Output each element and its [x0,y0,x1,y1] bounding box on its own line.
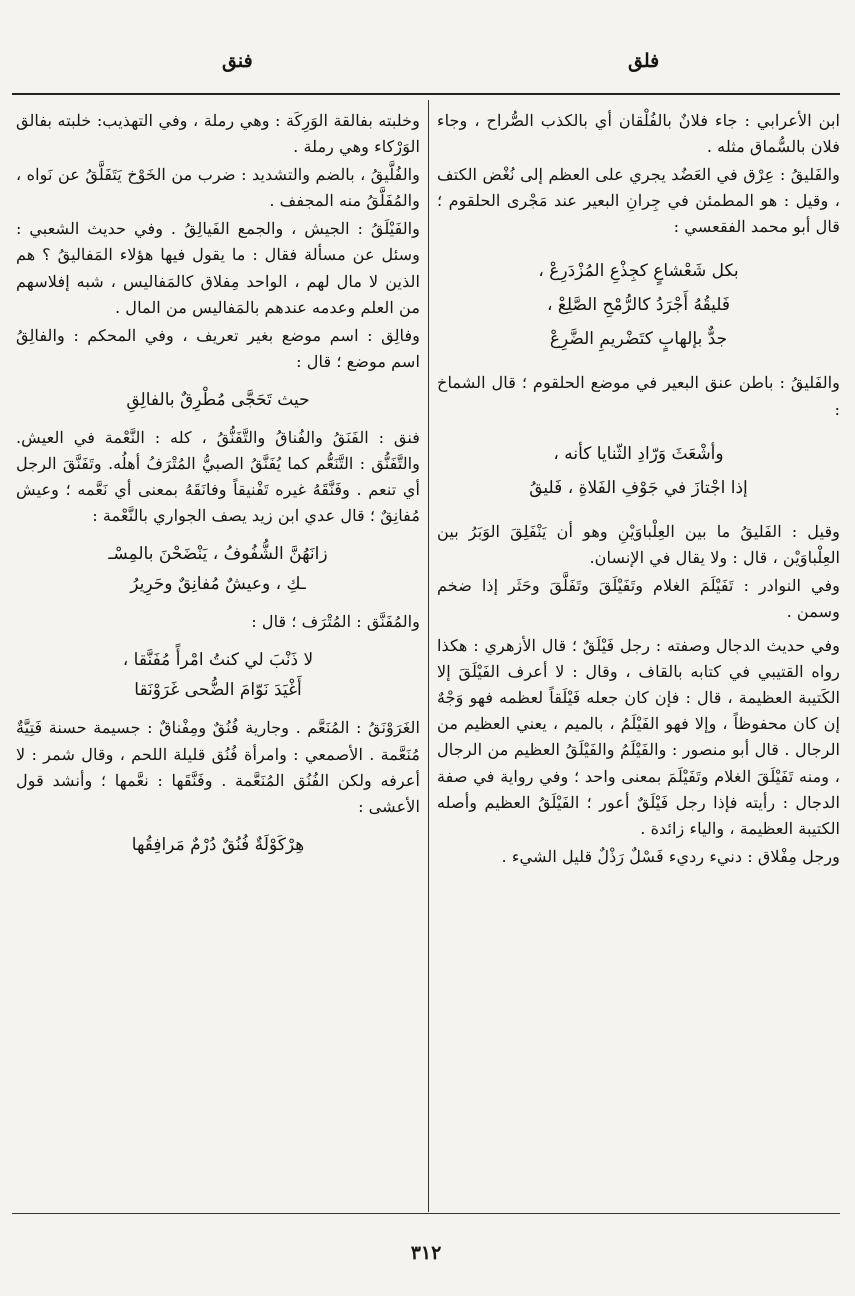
entry-paragraph: وفي النوادر : تَفَيْلَمَ الغلام وتَفَيْلَقَ وتَفَلَّقَ وحَثَر إذا ضخم وسمن . [437,575,840,621]
top-rule [12,93,840,95]
verse-block [437,437,840,505]
entry-paragraph: والمُفَنَّق : المُتْرَف ؛ قال : [251,612,420,632]
entry-paragraph: وخلبته بفالقة الوَرِكَة : وهي رملة ، وفي التهذيب: خلبته بفالق الوَرْكاء وهي رملة . [16,111,420,157]
entry-paragraph: والفَليقُ : باطن عنق البعير في موضع الحلقوم ؛ قال الشماخ : [437,373,840,419]
verse-line: بكل شَعْشاعٍ كجِذْعِ المُزْدَرِعْ ، [538,261,739,282]
entry-paragraph: والفُلَّيقُ ، بالضم والتشديد : ضرب من الخَوْخ يَتَفَلَّقُ عن نَواه ، والمُفَلَّقُ منه المجفف . [16,165,420,211]
verse-line: فَليقُهُ أَجْرَدُ كالرُّمْحِ الصَّلِعْ ، [546,295,731,316]
verse-block [16,539,420,599]
entry-paragraph: والفَليقُ : عِرْق في العَضُد يجري على العظم إلى نُغْض الكتف ، وقيل : هو المطمئن في جِرانِ البعير عند مَجْرى الحلقوم ؛ قال أبو محمد الفقعسي : [437,165,840,237]
entry-headword-paragraph: فنق : الفَنَقُ والفُناقُ والتَّفَنُّقُ ، كله : النَّعْمة في العيش. والتَّفَنُّق : التَّنَعُّم كما يُفَنَّقُ الصبيُّ المُتْرَفُ أهلُه. وتَفَنَّقَ الرجل أي تنعم . وفَنَّقَهُ غيره تَفْنيقاً وفانَقَهُ بمعنى أي نَعَّمه ؛ وعيش مُفانِقٌ ؛ قال عدي ابن زيد يصف الجواري بالنَّعْمة : [16,427,420,526]
right-column [437,108,840,872]
verse-line: إذا اجْتازَ في جَوْفِ الفَلاةِ ، فَليقُ [529,477,748,498]
verse-block [437,254,840,356]
verse-line: لا ذَنْبَ لي كنتُ امْرأً مُفَنَّقا ، [122,650,314,671]
verse-line: جدٌّ بإلهابٍ كتَضْريمِ الضَّرِعْ [549,329,728,350]
entry-paragraph: الغَرَوْنَقُ : المُنَعَّم . وجارية فُنُقٌ ومِفْناقٌ : جسيمة حسنة فَتِيَّةٌ مُنَعَّمة . الأصمعي : وامرأة فُنُق قليلة اللحم ، وقال شمر : لا أعرفه ولكن الفُنُق المُنَعَّمة . وفَنَّقَها : نعَّمها ؛ وأنشد قول الأعشى : [16,718,420,816]
verse-block [16,645,420,705]
entry-paragraph: وفالِق : اسم موضع بغير تعريف ، وفي المحكم : والفالِقُ اسم موضع ؛ قال : [16,325,420,371]
bottom-rule [12,1213,840,1214]
left-column [16,108,420,870]
verse-block [16,830,420,860]
column-divider [428,100,429,1212]
entry-paragraph: وقيل : الفَليقُ ما بين العِلْباوَيْنِ وهو أن يَنْفَلِقَ الوَبَرُ بين العِلْباوَيْن ، قال : ولا يقال في الإنسان. [437,521,840,567]
running-head-right: فلق [628,50,660,72]
verse-block [16,385,420,415]
entry-paragraph: وفي حديث الدجال وصفته : رجل فَيْلَقٌ ؛ قال الأزهري : هكذا رواه القتيبي في كتابه بالقاف ، وقال : لا أعرف الفَيْلَقَ إلا الكَتيبة العظيمة ، قال : فإن كان جعله فَيْلَقاً لعظمه فهو وَجْهٌ إن كان محفوظاً ، وإلا فهو الفَيْلَمُ ، بالميم ، يعني العظيم من الرجال . قال أبو منصور : والفَيْلَمُ والفَيْلَقُ العظيم من الرجال ، ومنه تَفَيْلَقَ الغلام وتَفَيْلَمَ بمعنى واحد ؛ وفي رواية في صفة الدجال : رأيته فإذا رجل فَيْلَقٌ أعور ؛ الفَيْلَقُ العظيم وأصله الكتيبة العظيمة ، والياء زائدة . [437,636,840,838]
verse-line: حيث تَحَجَّى مُطْرِقٌ بالفالِقِ [126,389,310,410]
verse-line: ـكِ ، وعيشٌ مُفانِقٌ وحَرِيرُ [130,574,306,595]
verse-line: أَغْيَدَ نَوّامَ الضُّحى غَرَوْنَقا [134,680,302,701]
entry-paragraph: والفَيْلَقُ : الجيش ، والجمع الفَيالِقُ . وفي حديث الشعبي : وسئل عن مسألة فقال : ما يقول فيها هؤلاء المَفاليقُ ؟ هم الذين لا مال لهم ، الواحد مِفلاق كالمَفاليس ، شبه إفلاسهم من العلم وعدمه عندهم بالمَفاليس من المال . [16,219,420,317]
verse-line: هِرْكَوْلَةٌ فُنُقٌ دُرْمٌ مَرافِقُها [131,834,305,855]
verse-line: زانَهُنَّ الشُّفُوفُ ، يَنْضَحْنَ بالمِسْـ [108,544,328,565]
verse-line: وأشْعَثَ وَرّادِ الثّنايا كأنه ، [553,443,724,464]
page-number: ٣١٢ [410,1242,442,1264]
entry-paragraph: ابن الأعرابي : جاء فلانٌ بالفُلْقان أي بالكذب الصُّراح ، وجاء فلان بالسُّماق مثله . [437,111,840,157]
running-head-left: فنق [222,50,253,72]
entry-paragraph: ورجل مِفْلاق : دنيء رديء فَسْلٌ رَذْلٌ قليل الشيء . [501,846,840,866]
